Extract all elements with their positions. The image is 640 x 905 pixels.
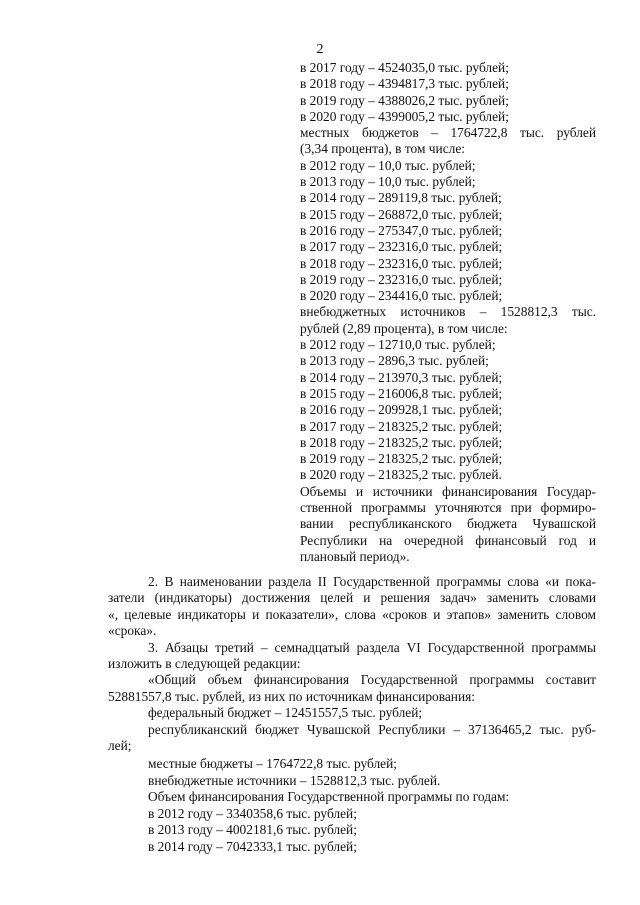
year-line: в 2012 году – 12710,0 тыс. рублей; [300, 337, 496, 353]
note-line: Республики на очередной финансовый год и [300, 532, 596, 548]
year-line: в 2013 году – 2896,3 тыс. рублей; [300, 353, 489, 369]
quote-total-line: 52881557,8 тыс. рублей, из них по источникам финансирования: [108, 688, 476, 704]
year-line: в 2020 году – 234416,0 тыс. рублей; [300, 288, 503, 304]
year-line: в 2014 году – 213970,3 тыс. рублей; [300, 369, 503, 385]
year-line: в 2017 году – 232316,0 тыс. рублей; [300, 239, 503, 255]
by-years-heading: Объем финансирования Государственной программы по годам: [148, 789, 510, 805]
extrabudgetary-share-line: рублей (2,89 процента), в том числе: [300, 320, 508, 336]
local-budgets-share-line: (3,34 процента), в том числе: [300, 141, 465, 157]
year-line: в 2012 году – 3340358,6 тыс. рублей; [148, 805, 357, 821]
quote-total-line: «Общий объем финансирования Государственной программы составит [148, 672, 596, 688]
year-line: в 2013 году – 4002181,6 тыс. рублей; [148, 822, 357, 838]
year-line: в 2019 году – 218325,2 тыс. рублей; [300, 451, 503, 467]
federal-budget-line: федеральный бюджет – 12451557,5 тыс. рублей; [148, 705, 423, 721]
year-line: в 2020 году – 4399005,2 тыс. рублей; [300, 108, 509, 124]
financing-continuation-column [300, 60, 596, 565]
year-line: в 2017 году – 4524035,0 тыс. рублей; [300, 60, 509, 75]
year-line: в 2019 году – 4388026,2 тыс. рублей; [300, 92, 509, 108]
year-line: в 2019 году – 232316,0 тыс. рублей; [300, 271, 503, 287]
year-line: в 2013 году – 10,0 тыс. рублей; [300, 174, 476, 190]
year-line: в 2016 году – 209928,1 тыс. рублей; [300, 402, 503, 418]
year-line: в 2018 году – 4394817,3 тыс. рублей; [300, 76, 509, 92]
note-line: Объемы и источники финансирования Государ- [300, 483, 596, 499]
year-line: в 2014 году – 289119,8 тыс. рублей; [300, 190, 502, 206]
year-line: в 2018 году – 232316,0 тыс. рублей; [300, 255, 503, 271]
amendments-body [108, 574, 596, 855]
extrabudgetary-line: внебюджетные источники – 1528812,3 тыс. рублей. [148, 772, 441, 788]
year-line: в 2014 году – 7042333,1 тыс. рублей; [148, 838, 357, 854]
item-3-line: изложить в следующей редакции: [108, 656, 301, 672]
year-line: в 2015 году – 268872,0 тыс. рублей; [300, 206, 503, 222]
item-2-line: «, целевые индикаторы и показатели», слова «сроков и этапов» заменить словом [108, 606, 596, 622]
item-2-line: затели (индикаторы) достижения целей и решения задач» заменить словами [108, 590, 596, 606]
year-line: в 2020 году – 218325,2 тыс. рублей. [300, 467, 502, 483]
extrabudgetary-line: внебюджетных источников – 1528812,3 тыс. [300, 304, 596, 320]
item-2-line: «срока». [108, 623, 157, 639]
note-line: вании республиканского бюджета Чувашской [300, 516, 596, 532]
note-line: плановый период». [300, 548, 410, 564]
year-line: в 2015 году – 216006,8 тыс. рублей; [300, 385, 503, 401]
item-2-line: 2. В наименовании раздела II Государственной программы слова «и пока- [148, 574, 596, 589]
local-budgets-line: местные бюджеты – 1764722,8 тыс. рублей; [148, 756, 397, 772]
year-line: в 2016 году – 275347,0 тыс. рублей; [300, 222, 503, 238]
year-line: в 2017 году – 218325,2 тыс. рублей; [300, 418, 503, 434]
page-number: 2 [316, 42, 324, 57]
item-3-line: 3. Абзацы третий – семнадцатый раздела VI Государственной программы [148, 639, 596, 655]
note-line: ственной программы уточняются при формиро- [300, 500, 596, 516]
local-budgets-line: местных бюджетов – 1764722,8 тыс. рублей [300, 125, 596, 141]
republican-budget-line: республиканский бюджет Чувашской Республики – 37136465,2 тыс. руб- [148, 721, 596, 737]
year-line: в 2012 году – 10,0 тыс. рублей; [300, 157, 476, 173]
year-line: в 2018 году – 218325,2 тыс. рублей; [300, 434, 503, 450]
republican-budget-line: лей; [108, 738, 132, 754]
